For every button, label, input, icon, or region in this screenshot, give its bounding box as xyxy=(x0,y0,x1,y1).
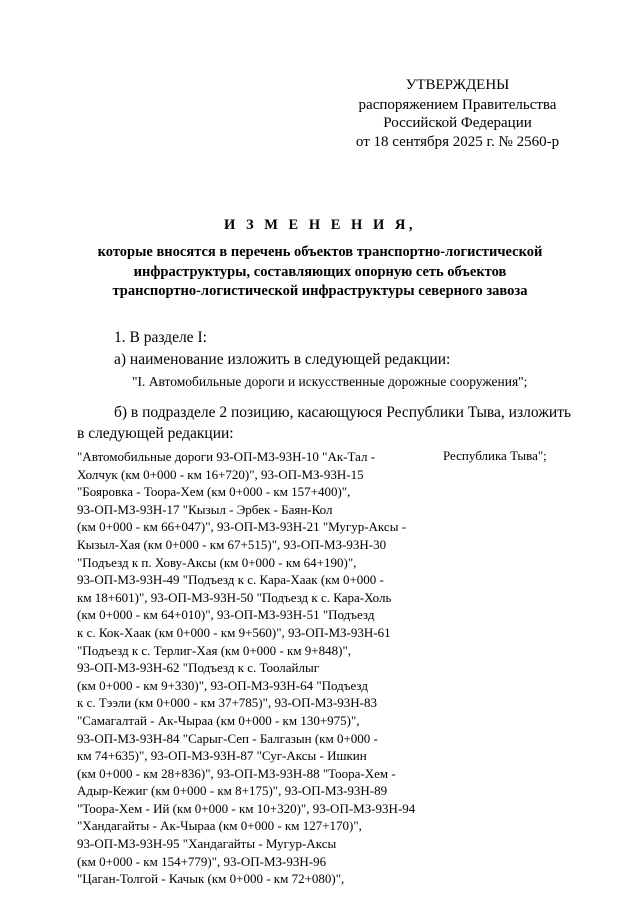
object-line: 93-ОП-МЗ-93Н-95 "Хандагайты - Мугур-Аксы xyxy=(77,836,337,852)
object-line: "Тоора-Хем - Ий (км 0+000 - км 10+320)", 93-ОП-МЗ-93Н-94 xyxy=(77,800,416,816)
item-b-line-1: б) в подразделе 2 позицию, касающуюся Республики Тыва, изложить xyxy=(114,404,572,421)
approval-heading: УТВЕРЖДЕНЫ xyxy=(405,77,510,93)
object-line: (км 0+000 - км 66+047)", 93-ОП-МЗ-93Н-21 "Мугур-Аксы - xyxy=(77,519,407,535)
approval-line-1: распоряжением Правительства xyxy=(358,96,557,113)
object-line: 93-ОП-МЗ-93Н-84 "Сарыг-Сеп - Балгазын (км 0+000 - xyxy=(77,730,378,746)
approval-block xyxy=(330,76,585,151)
region-cell: Республика Тыва"; xyxy=(443,448,547,463)
object-line: к с. Тээли (км 0+000 - км 37+785)", 93-ОП-МЗ-93Н-83 xyxy=(77,695,377,711)
object-line: к с. Кок-Хаак (км 0+000 - км 9+560)", 93-ОП-МЗ-93Н-61 xyxy=(77,624,391,640)
object-line: км 18+601)", 93-ОП-МЗ-93Н-50 "Подъезд к с. Кара-Холь xyxy=(77,589,392,605)
object-line: 93-ОП-МЗ-93Н-17 "Кызыл - Эрбек - Баян-Кол xyxy=(77,501,333,517)
item-b-line-2: в следующей редакции: xyxy=(77,425,234,442)
object-line: 93-ОП-МЗ-93Н-62 "Подъезд к с. Тоолайлыг xyxy=(77,660,320,676)
subtitle-line: транспортно-логистической инфраструктуры северного завоза xyxy=(112,283,528,299)
object-line: "Хандагайты - Ак-Чыраа (км 0+000 - км 127+170)", xyxy=(77,818,362,834)
section-1-heading: 1. В разделе I: xyxy=(114,329,207,346)
object-line: Холчук (км 0+000 - км 16+720)", 93-ОП-МЗ-93Н-15 xyxy=(77,466,364,482)
object-line: "Бояровка - Тоора-Хем (км 0+000 - км 157+400)", xyxy=(77,484,351,500)
object-line: 93-ОП-МЗ-93Н-49 "Подъезд к с. Кара-Хаак (км 0+000 - xyxy=(77,572,384,588)
document-subtitle xyxy=(70,243,570,302)
object-line: (км 0+000 - км 9+330)", 93-ОП-МЗ-93Н-64 "Подъезд xyxy=(77,677,368,693)
object-line: (км 0+000 - км 154+779)", 93-ОП-МЗ-93Н-96 xyxy=(77,853,327,869)
object-line: Адыр-Кежиг (км 0+000 - км 8+175)", 93-ОП-МЗ-93Н-89 xyxy=(77,783,388,799)
object-line: "Подъезд к п. Хову-Аксы (км 0+000 - км 64+190)", xyxy=(77,554,357,570)
document-title: И З М Е Н Е Н И Я, xyxy=(224,217,416,233)
subtitle-line: которые вносятся в перечень объектов транспортно-логистической xyxy=(97,244,543,260)
approval-line-2: Российской Федерации xyxy=(383,115,532,131)
object-line: "Цаган-Толгой - Качык (км 0+000 - км 72+080)", xyxy=(77,871,345,887)
object-description xyxy=(77,448,437,888)
object-line: км 74+635)", 93-ОП-МЗ-93Н-87 "Суг-Аксы - Ишкин xyxy=(77,748,367,764)
object-line: "Подъезд к с. Терлиг-Хая (км 0+000 - км 9+848)", xyxy=(77,642,352,658)
subtitle-line: инфраструктуры, составляющих опорную сеть объектов xyxy=(133,263,507,280)
object-line: (км 0+000 - км 64+010)", 93-ОП-МЗ-93Н-51 "Подъезд xyxy=(77,607,375,623)
object-line: Кызыл-Хая (км 0+000 - км 67+515)", 93-ОП-МЗ-93Н-30 xyxy=(77,536,387,552)
object-line: "Автомобильные дороги 93-ОП-МЗ-93Н-10 "Ак-Тал - xyxy=(77,449,376,464)
object-line: (км 0+000 - км 28+836)", 93-ОП-МЗ-93Н-88 "Тоора-Хем - xyxy=(77,765,396,781)
item-a: а) наименование изложить в следующей редакции: xyxy=(114,351,451,368)
approval-line-3: от 18 сентября 2025 г. № 2560-р xyxy=(355,133,560,150)
object-line: "Самагалтай - Ак-Чыраа (км 0+000 - км 130+975)", xyxy=(77,712,360,728)
item-a-quote: "I. Автомобильные дороги и искусственные дорожные сооружения"; xyxy=(132,374,528,389)
